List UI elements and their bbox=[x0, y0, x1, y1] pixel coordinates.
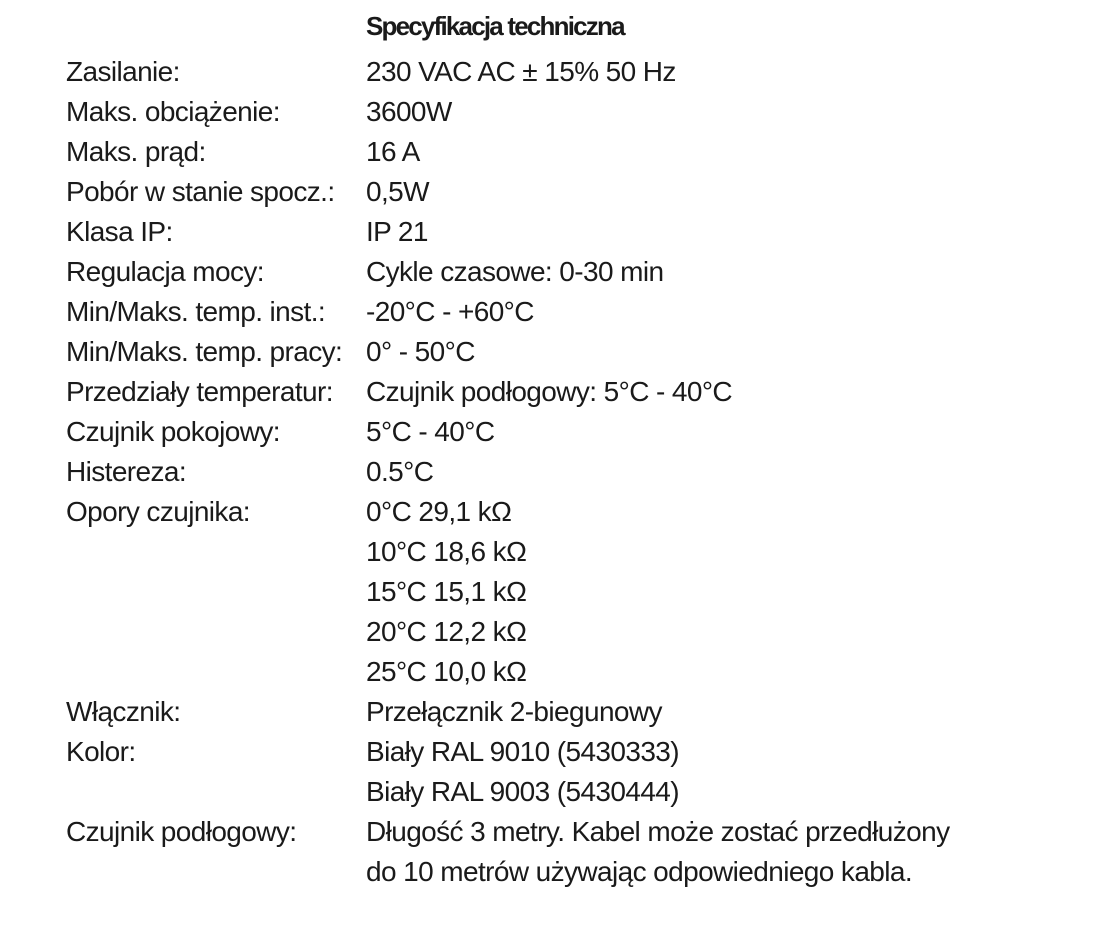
spec-label bbox=[66, 612, 366, 652]
spec-value: -20°C - +60°C bbox=[366, 296, 534, 327]
spec-row-operating-temp bbox=[66, 332, 1066, 372]
spec-label: Regulacja mocy: bbox=[66, 256, 264, 287]
spec-value: Czujnik podłogowy: 5°C - 40°C bbox=[366, 376, 733, 407]
spec-row-zasilanie bbox=[66, 52, 1066, 92]
spec-label bbox=[66, 532, 366, 572]
spec-row-sensor-resistance-20 bbox=[66, 612, 1066, 652]
spec-row-max-current bbox=[66, 132, 1066, 172]
spec-label: Przedziały temperatur: bbox=[66, 376, 333, 407]
spec-value: Przełącznik 2-biegunowy bbox=[366, 696, 662, 727]
spec-value: Cykle czasowe: 0-30 min bbox=[366, 256, 664, 287]
spec-value: 0.5°C bbox=[366, 456, 434, 487]
spec-value: 0°C 29,1 kΩ bbox=[366, 496, 512, 527]
spec-value: 10°C 18,6 kΩ bbox=[366, 536, 527, 567]
spec-value: 15°C 15,1 kΩ bbox=[366, 576, 527, 607]
spec-value: 3600W bbox=[366, 96, 452, 127]
spec-label: Opory czujnika: bbox=[66, 496, 250, 527]
spec-value: 16 A bbox=[366, 136, 420, 167]
spec-label: Czujnik podłogowy: bbox=[66, 816, 297, 847]
spec-label bbox=[66, 572, 366, 612]
spec-row-hysteresis bbox=[66, 452, 1066, 492]
spec-row-sensor-resistance-25 bbox=[66, 652, 1066, 692]
spec-label: Czujnik pokojowy: bbox=[66, 416, 280, 447]
spec-row-color-2 bbox=[66, 772, 1066, 812]
spec-label: Pobór w stanie spocz.: bbox=[66, 176, 335, 207]
spec-label: Klasa IP: bbox=[66, 216, 173, 247]
spec-row-color bbox=[66, 732, 1066, 772]
spec-row-temp-ranges bbox=[66, 372, 1066, 412]
spec-value: 20°C 12,2 kΩ bbox=[366, 616, 527, 647]
spec-label: Włącznik: bbox=[66, 696, 181, 727]
spec-value: IP 21 bbox=[366, 216, 428, 247]
spec-row-sensor-resistance-15 bbox=[66, 572, 1066, 612]
spec-label bbox=[66, 772, 366, 812]
spec-value: 25°C 10,0 kΩ bbox=[366, 656, 527, 687]
spec-label: Min/Maks. temp. pracy: bbox=[66, 336, 343, 367]
spec-label: Zasilanie: bbox=[66, 56, 180, 87]
spec-row-install-temp bbox=[66, 292, 1066, 332]
spec-value: do 10 metrów używając odpowiedniego kabla. bbox=[366, 856, 913, 887]
spec-value: Biały RAL 9003 (5430444) bbox=[366, 776, 680, 807]
spec-row-ip-class bbox=[66, 212, 1066, 252]
spec-row-switch bbox=[66, 692, 1066, 732]
spec-label: Min/Maks. temp. inst.: bbox=[66, 296, 326, 327]
spec-row-sensor-resistance-10 bbox=[66, 532, 1066, 572]
spec-value: 0,5W bbox=[366, 176, 429, 207]
spec-value: 5°C - 40°C bbox=[366, 416, 495, 447]
spec-row-room-sensor bbox=[66, 412, 1066, 452]
spec-label: Maks. obciążenie: bbox=[66, 96, 280, 127]
spec-row-sensor-resistance bbox=[66, 492, 1066, 532]
spec-row-floor-sensor bbox=[66, 812, 1066, 852]
spec-label bbox=[66, 652, 366, 692]
spec-row-floor-sensor-2 bbox=[66, 852, 1066, 892]
spec-label: Maks. prąd: bbox=[66, 136, 206, 167]
spec-value: Biały RAL 9010 (5430333) bbox=[366, 736, 680, 767]
spec-value: 230 VAC AC ± 15% 50 Hz bbox=[366, 56, 676, 87]
spec-row-power-regulation bbox=[66, 252, 1066, 292]
spec-table bbox=[66, 52, 1066, 892]
spec-label bbox=[66, 852, 366, 892]
spec-row-standby-power bbox=[66, 172, 1066, 212]
page-title: Specyfikacja techniczna bbox=[366, 11, 624, 41]
spec-value: 0° - 50°C bbox=[366, 336, 475, 367]
spec-label: Histereza: bbox=[66, 456, 187, 487]
spec-label: Kolor: bbox=[66, 736, 136, 767]
spec-row-max-load bbox=[66, 92, 1066, 132]
spec-value: Długość 3 metry. Kabel może zostać przedłużony bbox=[366, 816, 950, 847]
